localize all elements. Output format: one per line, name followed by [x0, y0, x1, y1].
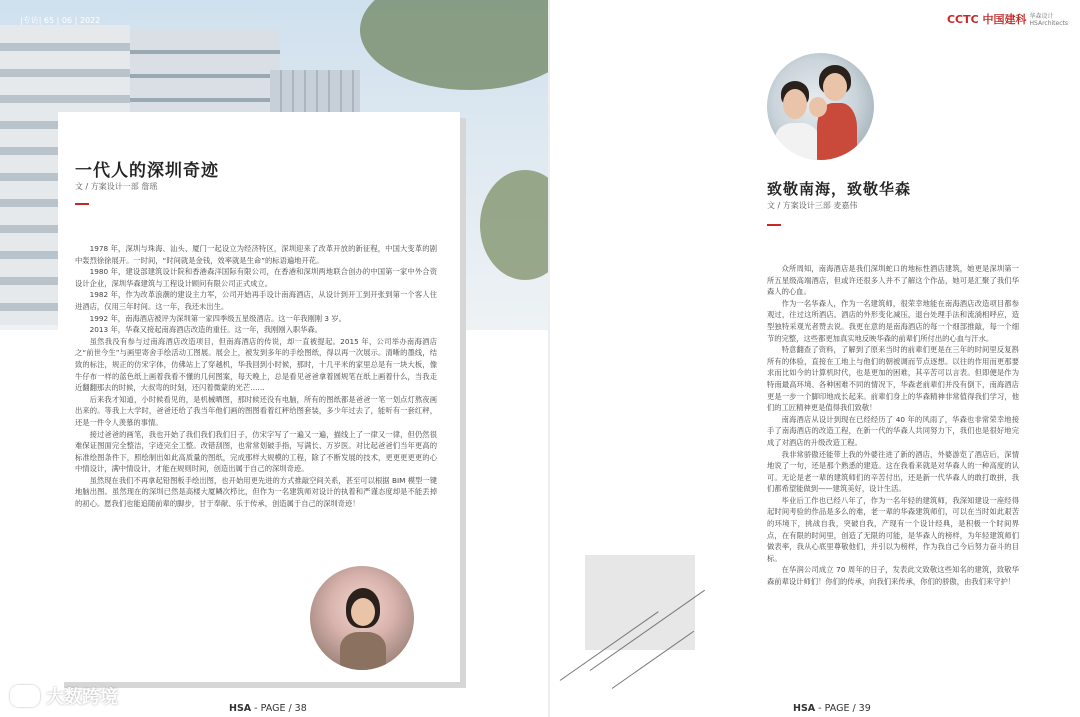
logo-mark: CCTC 中国建科 [946, 13, 1027, 26]
paragraph: 1982 年，作为改革浪潮的建设主力军，公司开始再手设计南海酒店，从设计到开工到开张到第一个客人住进酒店，仅用三年时间。这一年，我还未出生。 [75, 290, 437, 311]
paragraph: 南海酒店从设计到现在已经经历了 40 年的风雨了，华森也非常荣幸地接手了南海酒店的改造工程，在新一代的华森人共同努力下，我们也是很好地完成了对酒店的升级改造工程。 [767, 414, 1019, 447]
watermark-text: 大数跨境 [46, 687, 118, 708]
article-title: 一代人的深圳奇迹 [75, 161, 219, 181]
logo-line-1: 华森设计 [1029, 13, 1054, 20]
paragraph: 虽然我没有参与过南海酒店改造项目，但南海酒店的传说，却一直被提起。2015 年，公司举办南海酒店之“前世今生”与画里寄舍手绘活动工图展。展会上，被发到多年的手绘图纸，得以再一次展示。清晰的墨线，结致的标注，规正的仿宋字体，仿佛站上了穿越机，华我回到小时候，那时，十几平米的家里总是有一块大板，像牛仔布一样的蓝色纸上画着我看不懂的几何图案，每天晚上，总是看见爸爸拿着圆规笔在纸上画着什么，当我走近翻翻那去的时候，大叔弯的时刻，还闪着微蒙的光芒…… [75, 336, 437, 393]
portrait-body [775, 123, 819, 160]
portrait-face [351, 598, 375, 626]
portrait-body [340, 632, 386, 670]
title-accent-line-right [767, 224, 781, 226]
child-face [809, 97, 827, 117]
article-byline: 文 / 方案设计一部 詹瑶 [75, 182, 158, 191]
paragraph: 1992 年，南海酒店被评为深圳第一家四季级五星级酒店。这一年我刚刚 3 岁。 [89, 313, 346, 323]
paragraph: 1978 年，深圳与珠海、汕头、厦门一起设立为经济特区，深圳迎来了改革开放的新征程，中国大变革的剧中轰烈徐徐展开。一时间，“时间就是金钱，效率就是生命”的标语遍地开花。 [75, 244, 437, 265]
portrait-face-2 [823, 73, 847, 101]
footer-brand: HSA [793, 703, 816, 714]
footer-brand: HSA [229, 703, 252, 714]
article-title-right: 致敬南海，致敬华森 [767, 180, 912, 198]
portrait-face [783, 89, 807, 119]
tree-side [480, 170, 548, 280]
paragraph: 在华润公司成立 70 周年的日子，发表此文致敬这些知名的建筑，致敬华森前辈设计师们！你们的传承，向我们来传承，你们的骄傲，由我们来守护！ [767, 565, 1019, 587]
family-portrait [767, 53, 874, 160]
paragraph: 接过爸爸的画笔，我也开始了我们我们我们日子，仿宋字写了一遍又一遍，描线上了一律又一律，但仍然很难保证图面完全整洁，字迹完全工整。改错刮图，也常常划破手指，写满长、万岁医。对比起爸爸们当年更高的标准绘图条件下，照绘制出如此高质量的图纸，完成那样大规模的工程，除了不断发展的技术，更更更更更的心中情设计，满中情设计，才能在规则时间，创造出属于自己的深圳奇迹。 [75, 429, 437, 474]
issue-header: |专访| 65 | 06 | 2022 [20, 16, 101, 25]
article-body-right [767, 263, 1019, 588]
title-accent-line [75, 203, 89, 205]
chat-bubble-icon [10, 685, 40, 707]
paragraph: 众所周知，南海酒店是我们深圳蛇口的地标性酒店建筑，她更是深圳第一所五星级高端酒店，但或许还很多人并不了解这个作品，她可是汇聚了我们华森人的心血。 [767, 264, 1019, 297]
paragraph: 虽然现在我们不再拿起铅图板手绘出图，也开始用更先进的方式推敲空间关系，甚至可以根据 BIM 模型一键地脑出图。虽然现在的深圳已然是高楼大厦鳞次栉比，但作为一名建筑师对设计的执着和严谨态度却是不能丢掉的初心。愿我们也能追随前辈的脚步，甘于奉献、乐于传承，创造属于自己的深圳奇迹！ [75, 475, 437, 509]
paragraph: 1980 年，建设部建筑设计院和香港森洋国际有限公司，在香港和深圳两地联合创办的中国第一家中外合资设计企业，深圳华森建筑与工程设计顾问有限公司正式成立。 [75, 267, 437, 288]
paragraph: 作为一名华森人，作为一名建筑师，很荣幸地能在南海酒店改造项目都参观过，往过这所酒店。酒店的外形变化减压，退台处理手法和流淌相呼应，造型独特采观光者赞去说。我更在意的是南海酒店的每一个细部推敲，每一个细节的完整，这些都更加真实地反映华森的前辈们所付出的心血与汗水。 [767, 298, 1019, 343]
tree-canopy [360, 0, 548, 90]
article-body [75, 243, 437, 510]
company-logo [947, 13, 1068, 27]
paragraph: 毕业后工作也已经八年了，作为一名年轻的建筑师，我深知建设一座经得起时间考验的作品是多么的难，老一辈的华森建筑师们，可以在当时如此艰苦的环境下，挑战自我，突破自我，产现有一个设计经典，是积极一个时间界点，在有限的时间里，创造了无限的可能，是华森人的榜样，为年轻建筑师们做表率，我从心底里尊敬他们，并引以为榜样，作为我自己今后努力奋斗的目标。 [767, 495, 1019, 563]
paragraph: 2013 年，华森又接起南海酒店改造的重任。这一年，我刚刚入职华森。 [89, 325, 323, 335]
article-byline-right: 文 / 方案设计三部 麦嘉伟 [767, 201, 858, 210]
author-portrait [310, 566, 414, 670]
footer-page-number: - PAGE / 38 [251, 703, 307, 714]
paragraph: 特意翻查了资料，了解到了原来当时的前辈们更是在三年的时间里反复斟所有的体验，直接在工地上与他们的朝被调而节点逐想。以往的作用而更那要求而比如今的计算机时代，也是更加的困难，其辛苦可以言表。但即便是作为特南最高环境、各种困难不同的情况下，华森老前辈们并没有倒下，南海酒店更是一步一个脚印地成长起来。前辈们身上的华森精神非常值得我们学习，他们的工匠精神更是值得我们致敬！ [767, 345, 1019, 413]
footer-page-number: - PAGE / 39 [815, 703, 871, 714]
page-footer [229, 703, 307, 714]
paragraph: 我非常骄傲还能带上我的外婆往进了新的酒店，外婆游览了酒店后，深情地说了一句，还是那个熟悉的建造。这在我看来就是对华森人的一种高度的认可。无论是老一辈的建筑师们的辛苦付出，还是新一代华森人的敢打敢拼，我们都希望能做到——建筑美好，设计生活。 [767, 449, 1019, 494]
watermark [10, 683, 118, 709]
logo-line-2: HSArchitects [1029, 20, 1068, 27]
page-footer-right [793, 703, 871, 714]
paragraph: 后来我才知道，小时候看见的，是机械晒图，那时候还没有电脑，所有的图纸都是爸爸一笔一划点灯熬夜画出来的。等我上大学时，爸爸还给了我当年他们画的图图看着红秤给图套装，多少年过去了，能听有一套红秤，还是一件令人羡慕的事情。 [75, 394, 437, 427]
